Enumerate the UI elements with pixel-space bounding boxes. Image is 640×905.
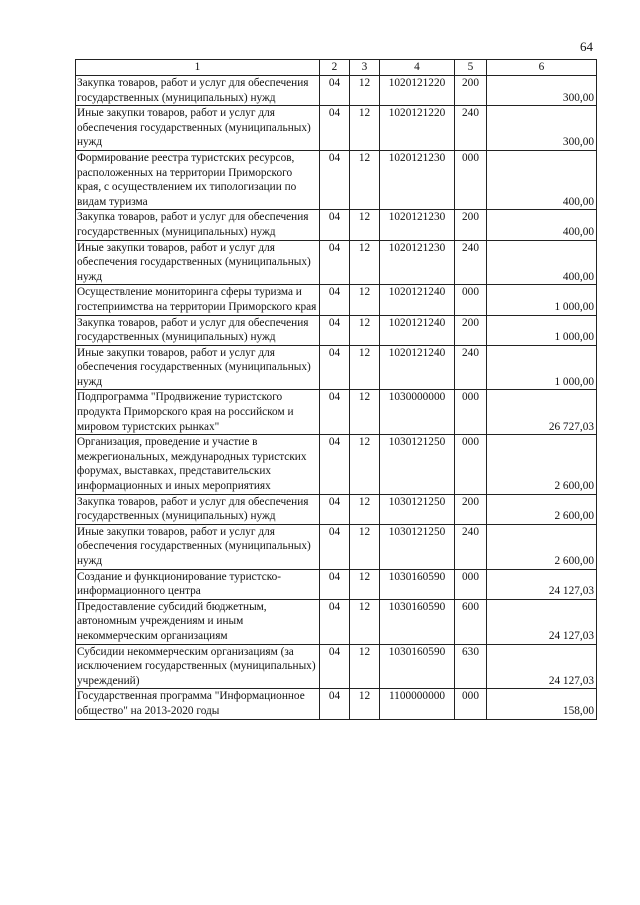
row-sum-cell: 2 600,00 xyxy=(487,494,597,524)
row-expense-type-cell: 200 xyxy=(455,76,487,106)
row-section-cell: 04 xyxy=(320,150,350,209)
row-target-article-cell: 1030121250 xyxy=(380,524,455,569)
row-name-cell: Организация, проведение и участие в межрегиональных, международных туристских форумах, выставках, представительских информационных и иных мероприятиях xyxy=(76,435,320,494)
row-subsection-cell: 12 xyxy=(350,240,380,285)
row-expense-type-cell: 000 xyxy=(455,689,487,719)
row-name-cell: Закупка товаров, работ и услуг для обеспечения государственных (муниципальных) нужд xyxy=(76,494,320,524)
table-row xyxy=(76,240,597,285)
row-expense-type-cell: 000 xyxy=(455,569,487,599)
row-subsection-cell: 12 xyxy=(350,210,380,240)
row-sum-cell: 300,00 xyxy=(487,106,597,151)
row-section-cell: 04 xyxy=(320,76,350,106)
row-subsection-cell: 12 xyxy=(350,106,380,151)
table-row xyxy=(76,150,597,209)
row-target-article-cell: 1020121230 xyxy=(380,210,455,240)
row-subsection-cell: 12 xyxy=(350,524,380,569)
row-section-cell: 04 xyxy=(320,106,350,151)
header-cell-target-article: 4 xyxy=(380,60,455,76)
table-row xyxy=(76,345,597,390)
row-sum-cell: 24 127,03 xyxy=(487,599,597,644)
row-subsection-cell: 12 xyxy=(350,569,380,599)
table-row xyxy=(76,390,597,435)
row-subsection-cell: 12 xyxy=(350,435,380,494)
table-row xyxy=(76,106,597,151)
row-subsection-cell: 12 xyxy=(350,644,380,689)
row-sum-cell: 300,00 xyxy=(487,76,597,106)
row-target-article-cell: 1020121220 xyxy=(380,106,455,151)
row-target-article-cell: 1020121230 xyxy=(380,240,455,285)
table-row xyxy=(76,689,597,719)
row-target-article-cell: 1020121220 xyxy=(380,76,455,106)
row-sum-cell: 400,00 xyxy=(487,150,597,209)
row-section-cell: 04 xyxy=(320,569,350,599)
row-sum-cell: 158,00 xyxy=(487,689,597,719)
row-expense-type-cell: 240 xyxy=(455,524,487,569)
row-subsection-cell: 12 xyxy=(350,76,380,106)
row-expense-type-cell: 200 xyxy=(455,315,487,345)
row-section-cell: 04 xyxy=(320,285,350,315)
row-subsection-cell: 12 xyxy=(350,150,380,209)
row-expense-type-cell: 600 xyxy=(455,599,487,644)
row-sum-cell: 2 600,00 xyxy=(487,524,597,569)
table-row xyxy=(76,315,597,345)
row-name-cell: Иные закупки товаров, работ и услуг для обеспечения государственных (муниципальных) нужд xyxy=(76,345,320,390)
budget-table xyxy=(75,59,597,720)
row-expense-type-cell: 000 xyxy=(455,390,487,435)
row-sum-cell: 2 600,00 xyxy=(487,435,597,494)
row-target-article-cell: 1030160590 xyxy=(380,599,455,644)
row-section-cell: 04 xyxy=(320,345,350,390)
page-number: 64 xyxy=(580,39,593,54)
header-row xyxy=(76,60,597,76)
table-body xyxy=(76,76,597,720)
row-sum-cell: 1 000,00 xyxy=(487,315,597,345)
row-name-cell: Государственная программа "Информационное общество" на 2013-2020 годы xyxy=(76,689,320,719)
row-expense-type-cell: 630 xyxy=(455,644,487,689)
row-target-article-cell: 1030000000 xyxy=(380,390,455,435)
table-row xyxy=(76,435,597,494)
row-target-article-cell: 1020121230 xyxy=(380,150,455,209)
row-expense-type-cell: 200 xyxy=(455,494,487,524)
row-name-cell: Закупка товаров, работ и услуг для обеспечения государственных (муниципальных) нужд xyxy=(76,315,320,345)
row-sum-cell: 24 127,03 xyxy=(487,644,597,689)
table-row xyxy=(76,76,597,106)
row-expense-type-cell: 240 xyxy=(455,240,487,285)
row-name-cell: Подпрограмма "Продвижение туристского продукта Приморского края на российском и мировом туристских рынках" xyxy=(76,390,320,435)
row-name-cell: Закупка товаров, работ и услуг для обеспечения государственных (муниципальных) нужд xyxy=(76,76,320,106)
header-cell-section: 2 xyxy=(320,60,350,76)
header-cell-name: 1 xyxy=(76,60,320,76)
header-cell-expense-type: 5 xyxy=(455,60,487,76)
row-expense-type-cell: 000 xyxy=(455,285,487,315)
row-section-cell: 04 xyxy=(320,644,350,689)
row-name-cell: Предоставление субсидий бюджетным, автономным учреждениям и иным некоммерческим организациям xyxy=(76,599,320,644)
row-target-article-cell: 1030121250 xyxy=(380,435,455,494)
table-row xyxy=(76,285,597,315)
row-name-cell: Субсидии некоммерческим организациям (за исключением государственных (муниципальных) учреждений) xyxy=(76,644,320,689)
row-name-cell: Создание и функционирование туристско-информационного центра xyxy=(76,569,320,599)
row-section-cell: 04 xyxy=(320,210,350,240)
row-subsection-cell: 12 xyxy=(350,599,380,644)
row-subsection-cell: 12 xyxy=(350,689,380,719)
row-section-cell: 04 xyxy=(320,240,350,285)
header-cell-subsection: 3 xyxy=(350,60,380,76)
row-sum-cell: 1 000,00 xyxy=(487,345,597,390)
table-row xyxy=(76,494,597,524)
row-target-article-cell: 1020121240 xyxy=(380,345,455,390)
row-sum-cell: 1 000,00 xyxy=(487,285,597,315)
row-target-article-cell: 1030160590 xyxy=(380,644,455,689)
row-subsection-cell: 12 xyxy=(350,494,380,524)
row-expense-type-cell: 200 xyxy=(455,210,487,240)
row-section-cell: 04 xyxy=(320,689,350,719)
table-row xyxy=(76,569,597,599)
row-sum-cell: 400,00 xyxy=(487,240,597,285)
row-name-cell: Иные закупки товаров, работ и услуг для обеспечения государственных (муниципальных) нужд xyxy=(76,106,320,151)
row-section-cell: 04 xyxy=(320,494,350,524)
row-section-cell: 04 xyxy=(320,599,350,644)
table-row xyxy=(76,524,597,569)
row-name-cell: Осуществление мониторинга сферы туризма и гостеприимства на территории Приморского края xyxy=(76,285,320,315)
row-section-cell: 04 xyxy=(320,435,350,494)
row-expense-type-cell: 240 xyxy=(455,106,487,151)
row-name-cell: Иные закупки товаров, работ и услуг для обеспечения государственных (муниципальных) нужд xyxy=(76,240,320,285)
row-name-cell: Формирование реестра туристских ресурсов, расположенных на территории Приморского края, с осуществлением их типологизации по видам туризма xyxy=(76,150,320,209)
table-row xyxy=(76,210,597,240)
table-row xyxy=(76,599,597,644)
row-section-cell: 04 xyxy=(320,315,350,345)
row-target-article-cell: 1030121250 xyxy=(380,494,455,524)
row-sum-cell: 24 127,03 xyxy=(487,569,597,599)
row-target-article-cell: 1020121240 xyxy=(380,285,455,315)
row-sum-cell: 26 727,03 xyxy=(487,390,597,435)
header-cell-sum: 6 xyxy=(487,60,597,76)
row-subsection-cell: 12 xyxy=(350,345,380,390)
row-name-cell: Закупка товаров, работ и услуг для обеспечения государственных (муниципальных) нужд xyxy=(76,210,320,240)
row-target-article-cell: 1030160590 xyxy=(380,569,455,599)
row-section-cell: 04 xyxy=(320,390,350,435)
table-row xyxy=(76,644,597,689)
row-subsection-cell: 12 xyxy=(350,285,380,315)
row-sum-cell: 400,00 xyxy=(487,210,597,240)
row-expense-type-cell: 240 xyxy=(455,345,487,390)
row-target-article-cell: 1020121240 xyxy=(380,315,455,345)
row-expense-type-cell: 000 xyxy=(455,150,487,209)
row-expense-type-cell: 000 xyxy=(455,435,487,494)
row-subsection-cell: 12 xyxy=(350,390,380,435)
row-name-cell: Иные закупки товаров, работ и услуг для обеспечения государственных (муниципальных) нужд xyxy=(76,524,320,569)
row-subsection-cell: 12 xyxy=(350,315,380,345)
row-section-cell: 04 xyxy=(320,524,350,569)
row-target-article-cell: 1100000000 xyxy=(380,689,455,719)
